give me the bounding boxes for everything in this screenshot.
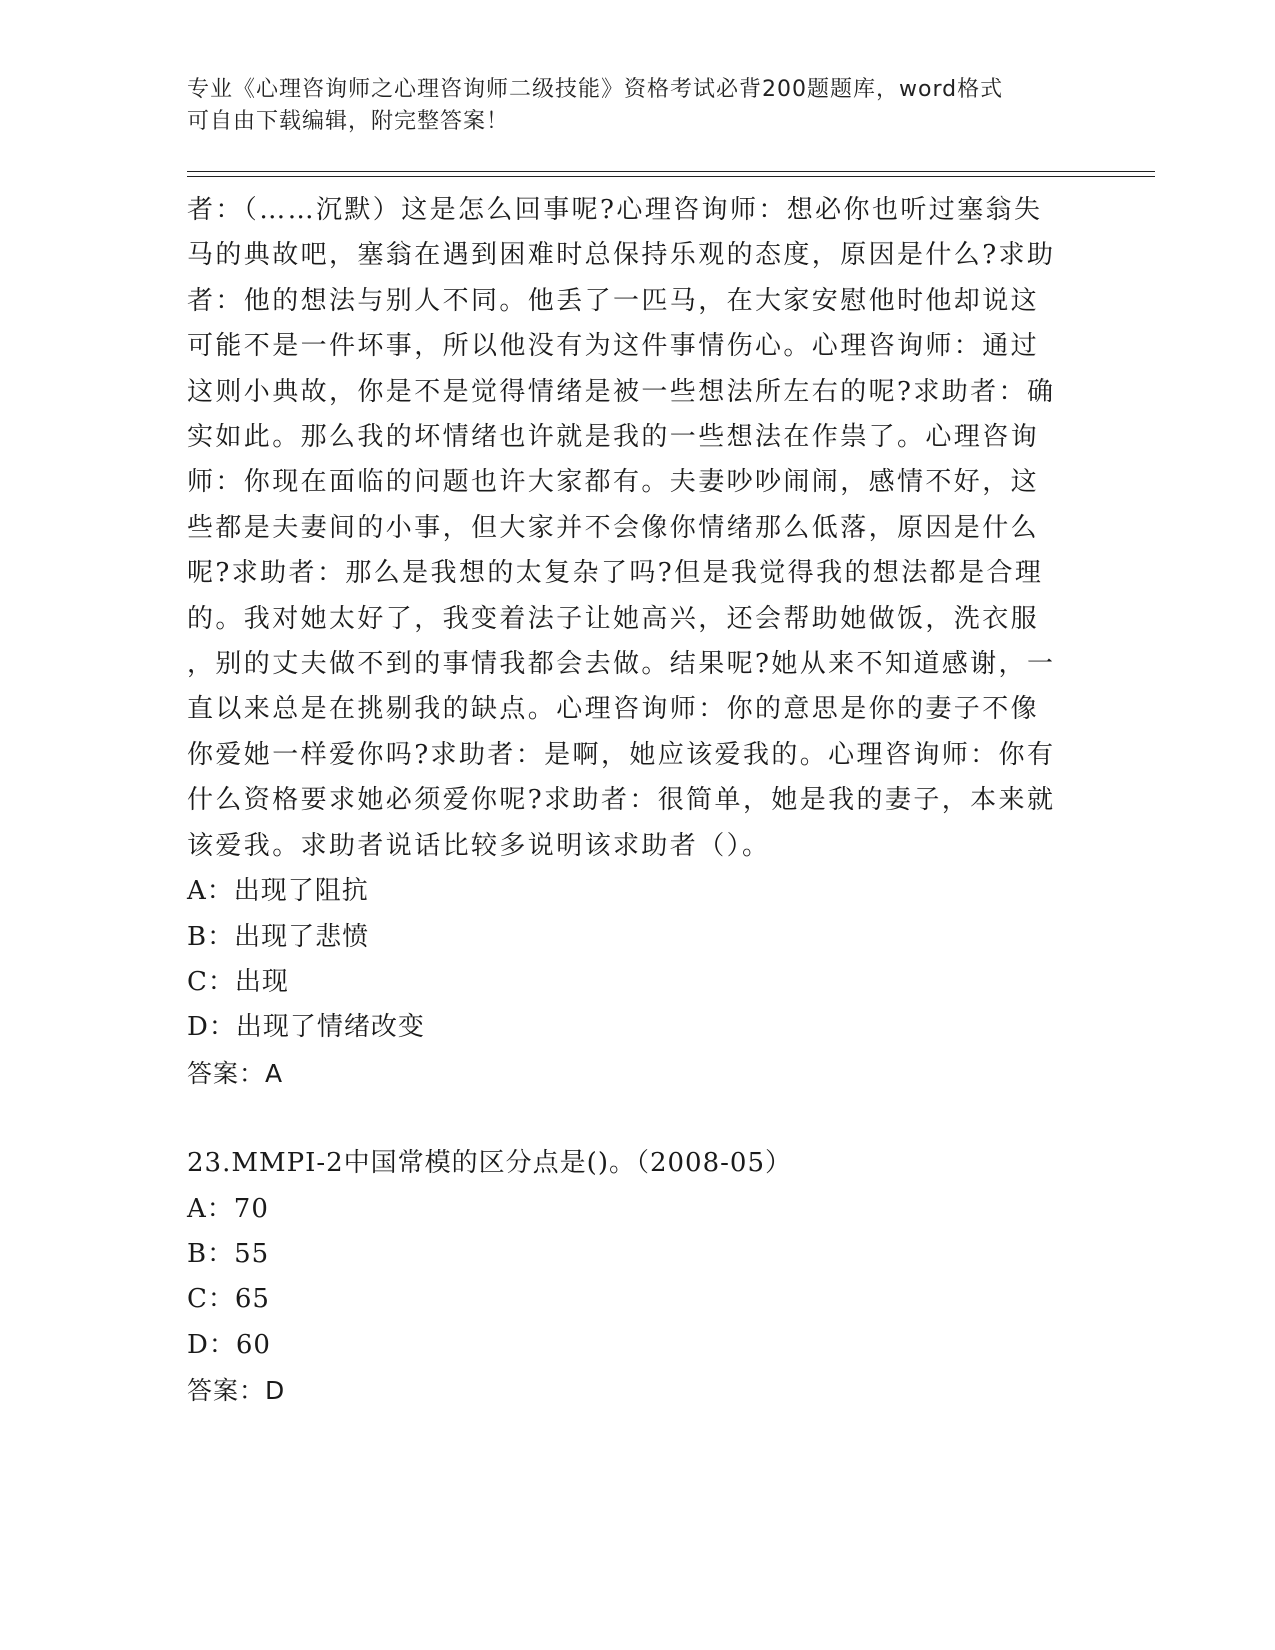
passage-line: 的。我对她太好了，我变着法子让她高兴，还会帮助她做饭，洗衣服 [187,603,1040,634]
question-23-option-c: C：65 [187,1284,270,1315]
question-22-option-b: B：出现了悲愤 [187,921,370,952]
header-divider-top [187,171,1155,172]
question-22-answer: 答案：A [187,1058,284,1088]
passage-line: 些都是夫妻间的小事，但大家并不会像你情绪那么低落，原因是什么 [187,512,1040,543]
passage-line: 马的典故吧，塞翁在遇到困难时总保持乐观的态度，原因是什么?求助 [187,240,1056,271]
passage-line: 该爱我。求助者说话比较多说明该求助者（）。 [187,830,771,861]
header-divider-bottom [187,176,1155,177]
header-line-1: 专业《心理咨询师之心理咨询师二级技能》资格考试必背200题题库，word格式 [187,77,1004,102]
passage-line: 呢?求助者：那么是我想的太复杂了吗?但是我觉得我的想法都是合理 [187,558,1044,589]
question-23-option-a: A：70 [187,1193,269,1224]
question-23-title: 23.MMPI-2中国常模的区分点是()。（2008-05） [187,1148,793,1179]
passage-line: 这则小典故，你是不是觉得情绪是被一些想法所左右的呢?求助者：确 [187,376,1056,407]
question-22-passage [187,188,1077,869]
question-23-option-b: B：55 [187,1238,270,1269]
passage-line: 你爱她一样爱你吗?求助者：是啊，她应该爱我的。心理咨询师：你有 [187,739,1056,770]
question-23-option-d: D：60 [187,1329,271,1360]
question-22-option-a: A：出现了阻抗 [187,876,369,907]
question-22-option-c: C：出现 [187,966,289,997]
passage-line: 者：（……沉默）这是怎么回事呢?心理咨询师：想必你也听过塞翁失 [187,195,1043,225]
document-body [187,188,1077,1414]
document-header [187,74,1067,138]
passage-line: 实如此。那么我的坏情绪也许就是我的一些想法在作祟了。心理咨询 [187,422,1040,453]
passage-line: 者：他的想法与别人不同。他丢了一匹马，在大家安慰他时他却说这 [187,285,1040,316]
question-23-answer: 答案：D [187,1376,286,1406]
header-line-2: 可自由下载编辑，附完整答案！ [187,109,510,134]
passage-line: 直以来总是在挑剔我的缺点。心理咨询师：你的意思是你的妻子不像 [187,694,1040,725]
passage-line: ，别的丈夫做不到的事情我都会去做。结果呢?她从来不知道感谢，一 [187,649,1056,680]
question-22-option-d: D：出现了情绪改变 [187,1012,425,1043]
passage-line: 可能不是一件坏事，所以他没有为这件事情伤心。心理咨询师：通过 [187,331,1040,362]
passage-line: 师：你现在面临的问题也许大家都有。夫妻吵吵闹闹，感情不好，这 [187,467,1040,498]
question-spacer [187,1096,1077,1141]
passage-line: 什么资格要求她必须爱你呢?求助者：很简单，她是我的妻子，本来就 [187,785,1056,816]
